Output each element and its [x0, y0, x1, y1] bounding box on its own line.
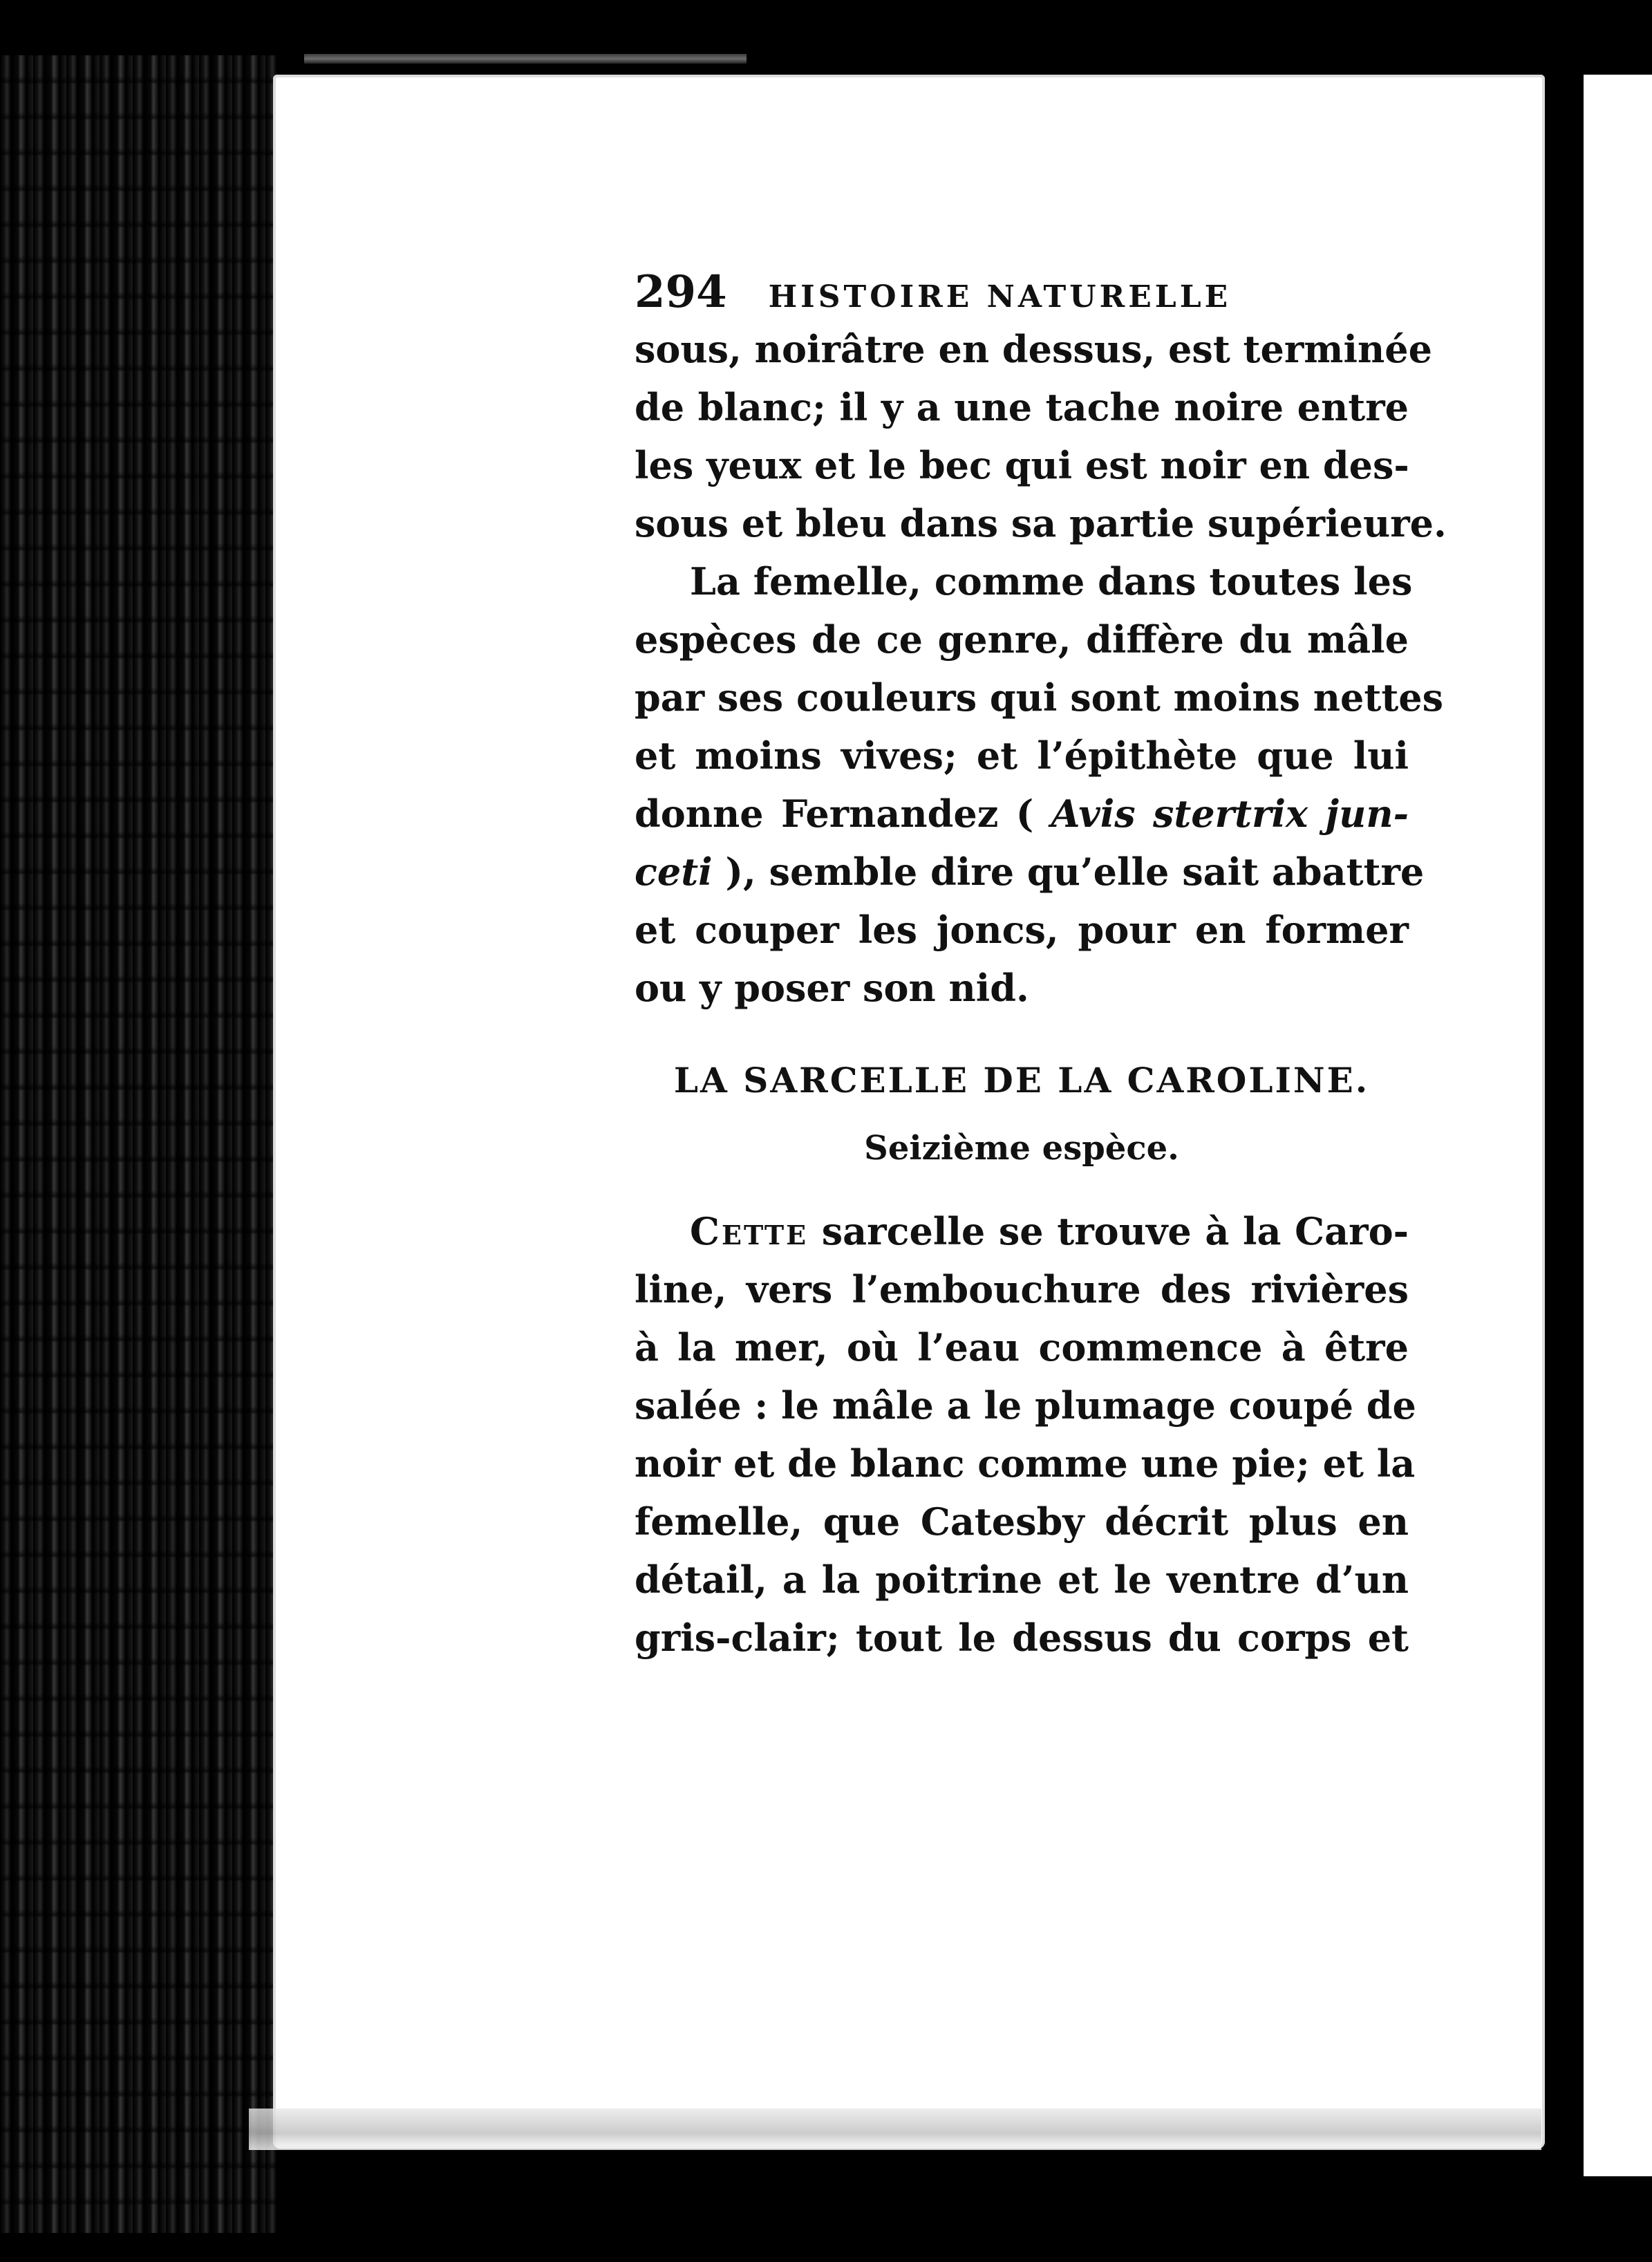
book-edge	[0, 55, 276, 2233]
running-head-title: HISTOIRE NATURELLE	[768, 279, 1232, 315]
text-line: espèces de ce genre, diffère du mâle	[635, 617, 1409, 662]
page-number: 294	[635, 266, 727, 318]
text-span: ), semble dire qu’elle sait abattre	[712, 850, 1425, 894]
page-bottom-edge	[249, 2109, 1541, 2150]
opening-word: Cette	[690, 1209, 809, 1253]
text-line: détail, a la poitrine et le ventre d’un	[635, 1558, 1409, 1602]
text-line: salée : le mâle a le plumage coupé de	[635, 1383, 1416, 1428]
text-line: sous et bleu dans sa partie supérieure.	[635, 501, 1447, 545]
text-line: par ses couleurs qui sont moins nettes	[635, 675, 1444, 720]
text-line	[635, 785, 1409, 843]
text-line: à la mer, où l’eau commence à être	[635, 1325, 1409, 1370]
text-line: et moins vives; et l’épithète que lui	[635, 733, 1409, 778]
latin-name-part-1: Avis stertrix jun-	[1051, 792, 1409, 836]
text-line: line, vers l’embouchure des rivières	[635, 1267, 1409, 1311]
text-line: et couper les joncs, pour en former	[635, 908, 1409, 952]
text-span: sarcelle se trouve à la Caro-	[808, 1209, 1409, 1253]
text-line	[635, 1202, 1409, 1260]
running-head	[635, 266, 1409, 320]
paragraph-2	[635, 552, 1444, 1017]
page-text	[635, 266, 1447, 1667]
text-line: de blanc; il y a une tache noire entre	[635, 385, 1409, 429]
text-line: La femelle, comme dans toutes les	[690, 559, 1413, 604]
text-line: les yeux et le bec qui est noir en des-	[635, 443, 1409, 487]
text-line	[635, 843, 1425, 901]
section-title: LA SARCELLE DE LA CAROLINE.	[673, 1060, 1370, 1101]
adjacent-page-edge	[1566, 75, 1652, 2176]
text-line: ou y poser son nid.	[635, 966, 1029, 1010]
text-line: sous, noirâtre en dessus, est terminée	[635, 327, 1432, 371]
text-span: donne Fernandez (	[635, 792, 1051, 836]
binding-edge	[304, 54, 747, 64]
paragraph-1	[635, 320, 1447, 552]
text-line: femelle, que Catesby décrit plus en	[635, 1499, 1409, 1544]
latin-name-part-2: ceti	[635, 850, 713, 894]
section-subtitle: Seizième espèce.	[864, 1129, 1179, 1168]
text-line: noir et de blanc comme une pie; et la	[635, 1441, 1416, 1486]
paragraph-3	[635, 1202, 1416, 1667]
text-line: gris-clair; tout le dessus du corps et	[635, 1616, 1409, 1660]
